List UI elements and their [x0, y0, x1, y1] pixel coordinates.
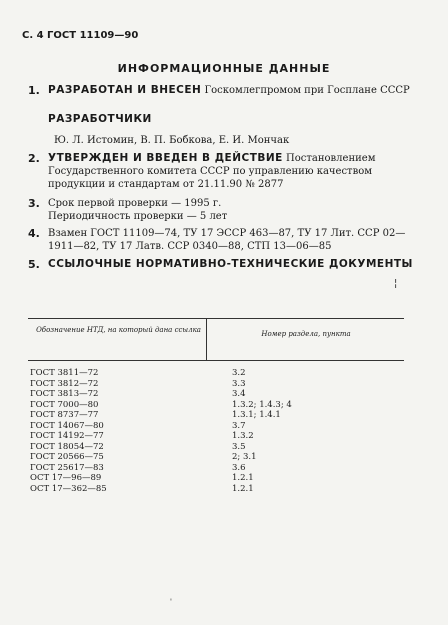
table-row-section: 1.3.1; 1.4.1: [232, 410, 281, 420]
table-row-document: ОСТ 17—96—89: [30, 473, 102, 483]
section-5: [28, 258, 428, 271]
table-row-document: ГОСТ 18054—72: [30, 441, 104, 452]
section-text: Срок первой проверки — 1995 г.: [48, 198, 222, 209]
section-text: Взамен ГОСТ 11109—74, ТУ 17 ЭССР 463—87, ТУ 17 Лит. ССР 02—1911—82, ТУ 17 Латв. ССР 0340—88, СТП 13—06—85: [48, 228, 406, 252]
section-number: 3.: [28, 197, 40, 210]
table-column-divider: [206, 318, 207, 360]
table-row-section: 3.5: [232, 441, 246, 452]
table-row-document: ГОСТ 8737—77: [30, 410, 99, 420]
page-title: ИНФОРМАЦИОННЫЕ ДАННЫЕ: [117, 62, 331, 75]
table-header-rule: [28, 360, 404, 361]
section-number: 2.: [28, 152, 40, 165]
section-2: [28, 152, 428, 191]
table-row-document: ГОСТ 3813—72: [30, 389, 99, 399]
table-header-document: Обозначение НТД, на который дана ссылка: [36, 326, 201, 334]
section-heading: УТВЕРЖДЕН И ВВЕДЕН В ДЕЙСТВИЕ: [48, 152, 283, 164]
table-row-section: 1.3.2: [232, 431, 254, 441]
section-number: 5.: [28, 258, 40, 271]
section-developers: [28, 113, 428, 147]
table-row-document: ГОСТ 14192—77: [30, 431, 104, 441]
table-row-section: 3.3: [232, 378, 246, 389]
section-heading: РАЗРАБОТЧИКИ: [48, 113, 152, 125]
table-top-rule: [28, 318, 404, 319]
table-row-section: 3.4: [232, 389, 246, 399]
section-heading: ССЫЛОЧНЫЕ НОРМАТИВНО-ТЕХНИЧЕСКИЕ ДОКУМЕНТЫ: [48, 258, 413, 270]
table-row-section: 3.2: [232, 368, 246, 378]
table-row-section: 1.2.1: [232, 473, 254, 483]
stray-mark: ': [170, 598, 172, 606]
table-row-document: ГОСТ 20566—75: [30, 452, 104, 462]
table-row-document: ГОСТ 7000—80: [30, 399, 99, 410]
section-3: [28, 197, 428, 223]
table-row-section: 1.2.1: [232, 483, 254, 494]
table-row-document: ГОСТ 3811—72: [30, 368, 99, 378]
table-header-section: Номер раздела, пункта: [261, 330, 351, 338]
section-text-2: Периодичность проверки — 5 лет: [48, 211, 228, 222]
table-row-section: 1.3.2; 1.4.3; 4: [232, 399, 292, 410]
table-row-section: 3.7: [232, 420, 246, 431]
section-4: [28, 227, 428, 253]
section-number: 1.: [28, 84, 40, 97]
table-row-section: 3.6: [232, 462, 246, 473]
section-text: Госкомлегпромом при Госплане СССР: [204, 85, 410, 96]
table-row-document: ОСТ 17—362—85: [30, 483, 107, 494]
table-row-document: ГОСТ 14067—80: [30, 420, 104, 431]
section-text: Постановлением Государственного комитета СССР по управлению качеством продукции и стандартам от 21.11.90 № 2877: [48, 153, 376, 190]
section-text: Ю. Л. Истомин, В. П. Бобкова, Е. И. Мончак: [54, 135, 290, 146]
section-number: 4.: [28, 227, 40, 240]
margin-mark: ¦: [394, 278, 398, 289]
table-row-document: ГОСТ 3812—72: [30, 378, 99, 389]
table-row-document: ГОСТ 25617—83: [30, 462, 104, 473]
page-header: С. 4 ГОСТ 11109—90: [22, 30, 139, 41]
section-heading: РАЗРАБОТАН И ВНЕСЕН: [48, 84, 202, 96]
table-row-section: 2; 3.1: [232, 452, 257, 462]
section-1: [28, 84, 428, 97]
